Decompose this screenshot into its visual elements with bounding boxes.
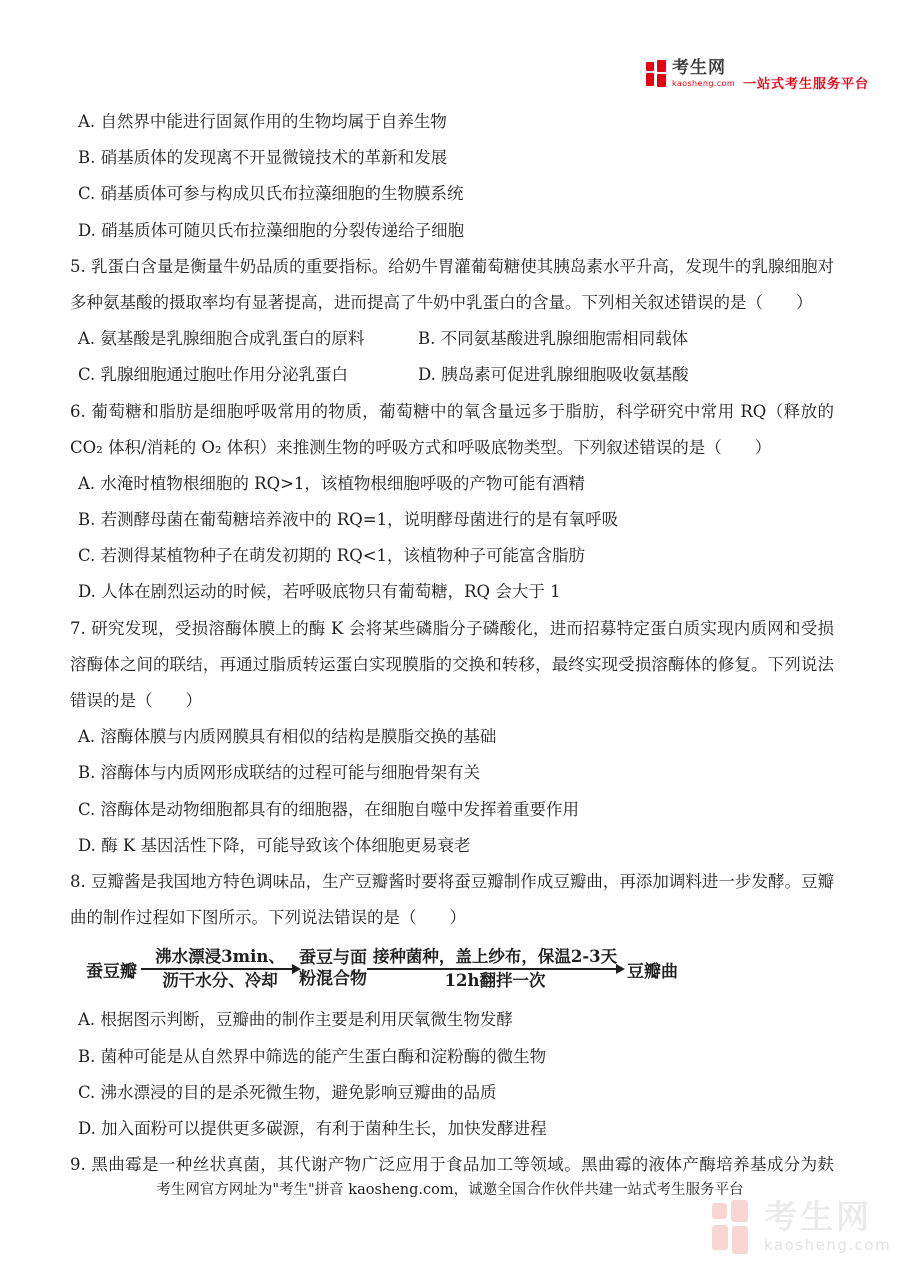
diagram-start-label: 蚕豆瓣 [86, 961, 137, 982]
q4-option-c: C. 硝基质体可参与构成贝氏布拉藻细胞的生物膜系统 [78, 184, 464, 204]
brand-domain: kaosheng.com [672, 79, 736, 88]
q5-option-d: D. 胰岛素可促进乳腺细胞吸收氨基酸 [418, 365, 689, 385]
q5-stem-line-2: 多种氨基酸的摄取率均有显著提高，进而提高了牛奶中乳蛋白的含量。下列相关叙述错误的是（ ） [70, 292, 813, 312]
kaosheng-logo-icon [646, 60, 667, 88]
q7-option-d: D. 酶 K 基因活性下降，可能导致该个体细胞更易衰老 [78, 835, 471, 855]
q5-option-a: A. 氨基酸是乳腺细胞合成乳蛋白的原料 [78, 329, 365, 349]
q8-stem-line-2: 曲的制作过程如下图所示。下列说法错误的是（ ） [70, 908, 466, 928]
page-footer-text: 考生网官方网址为"考生"拼音 kaosheng.com，诚邀全国合作伙伴共建一站式考生服务平台 [156, 1182, 744, 1198]
diagram-mid-line-2: 粉混合物 [299, 969, 367, 990]
q7-stem-line-1: 7. 研究发现，受损溶酶体膜上的酶 K 会将某些磷脂分子磷酸化，进而招募特定蛋白质实现内质网和受损 [70, 618, 834, 638]
q6-stem-line-1: 6. 葡萄糖和脂肪是细胞呼吸常用的物质，葡萄糖中的氧含量远多于脂肪，科学研究中常用 RQ（释放的 [70, 401, 834, 421]
q7-stem-line-2: 溶酶体之间的联结，再通过脂质转运蛋白实现膜脂的交换和转移，最终实现受损溶酶体的修复。下列说法 [70, 654, 834, 674]
diagram-step2-top-label: 接种菌种，盖上纱布，保温2-3天 [372, 947, 618, 967]
q6-option-d: D. 人体在剧烈运动的时候，若呼吸底物只有葡萄糖，RQ 会大于 1 [78, 582, 561, 602]
q4-option-b: B. 硝基质体的发现离不开显微镜技术的革新和发展 [78, 148, 448, 168]
diagram-step2-bottom-label: 12h翻拌一次 [444, 971, 546, 991]
q8-option-a: A. 根据图示判断，豆瓣曲的制作主要是利用厌氧微生物发酵 [78, 1010, 513, 1030]
q5-stem-line-1: 5. 乳蛋白含量是衡量牛奶品质的重要指标。给奶牛胃灌葡萄糖使其胰岛素水平升高，发现牛的乳腺细胞对 [70, 256, 834, 276]
diagram-step-1 [141, 947, 299, 991]
kaosheng-logo [646, 60, 869, 92]
q8-stem-line-1: 8. 豆瓣酱是我国地方特色调味品，生产豆瓣酱时要将蚕豆瓣制作成豆瓣曲，再添加调料进一步发酵。豆瓣 [70, 871, 834, 891]
kaosheng-watermark-icon [712, 1200, 752, 1256]
q8-option-b: B. 菌种可能是从自然界中筛选的能产生蛋白酶和淀粉酶的微生物 [78, 1046, 547, 1066]
q4-option-a: A. 自然界中能进行固氮作用的生物均属于自养生物 [78, 112, 447, 131]
brand-name: 考生网 [672, 58, 726, 78]
q7-option-a: A. 溶酶体膜与内质网膜具有相似的结构是膜脂交换的基础 [78, 727, 497, 747]
q4-option-d: D. 硝基质体可随贝氏布拉藻细胞的分裂传递给子细胞 [78, 220, 465, 240]
diagram-step1-bottom-label: 沥干水分、冷却 [162, 971, 278, 991]
q5-option-b: B. 不同氨基酸进乳腺细胞需相同载体 [418, 329, 689, 349]
q5-options-row-2 [70, 357, 834, 393]
q7-option-b: B. 溶酶体与内质网形成联结的过程可能与细胞骨架有关 [78, 763, 481, 783]
brand-tagline: 一站式考生服务平台 [743, 77, 870, 92]
q8-option-d: D. 加入面粉可以提供更多碳源，有利于菌种生长，加快发酵进程 [78, 1118, 547, 1138]
diagram-step1-top-label: 沸水漂浸3min、 [155, 947, 285, 967]
diagram-step-2 [367, 947, 623, 991]
arrow-right-icon [367, 968, 623, 970]
diagram-end-label: 豆瓣曲 [627, 961, 678, 982]
q6-option-b: B. 若测酵母菌在葡萄糖培养液中的 RQ=1，说明酵母菌进行的是有氧呼吸 [78, 510, 619, 530]
diagram-intermediate-label [299, 948, 367, 990]
q7-stem-line-3: 错误的是（ ） [70, 691, 202, 710]
q7-option-c: C. 溶酶体是动物细胞都具有的细胞器，在细胞自噬中发挥着重要作用 [78, 799, 580, 819]
watermark-brand-domain: kaosheng.com [764, 1236, 892, 1254]
arrow-right-icon [141, 968, 299, 970]
kaosheng-watermark [712, 1197, 892, 1256]
q5-option-c: C. 乳腺细胞通过胞吐作用分泌乳蛋白 [78, 365, 349, 385]
q6-stem-line-2: CO₂ 体积/消耗的 O₂ 体积）来推测生物的呼吸方式和呼吸底物类型。下列叙述错误的是（ ） [70, 437, 772, 457]
q5-options-row-1 [70, 321, 834, 357]
q6-option-a: A. 水淹时植物根细胞的 RQ>1，该植物根细胞呼吸的产物可能有酒精 [78, 473, 585, 493]
doubanqu-flow-diagram [70, 938, 834, 1000]
document-body [70, 104, 834, 1183]
q6-option-c: C. 若测得某植物种子在萌发初期的 RQ<1，该植物种子可能富含脂肪 [78, 546, 586, 566]
q9-stem-line-1: 9. 黑曲霉是一种丝状真菌，其代谢产物广泛应用于食品加工等领域。黑曲霉的液体产酶培养基成分为麸 [70, 1155, 834, 1175]
diagram-mid-line-1: 蚕豆与面 [299, 948, 367, 969]
watermark-brand-name: 考生网 [764, 1197, 872, 1236]
q8-option-c: C. 沸水漂浸的目的是杀死微生物，避免影响豆瓣曲的品质 [78, 1082, 497, 1102]
